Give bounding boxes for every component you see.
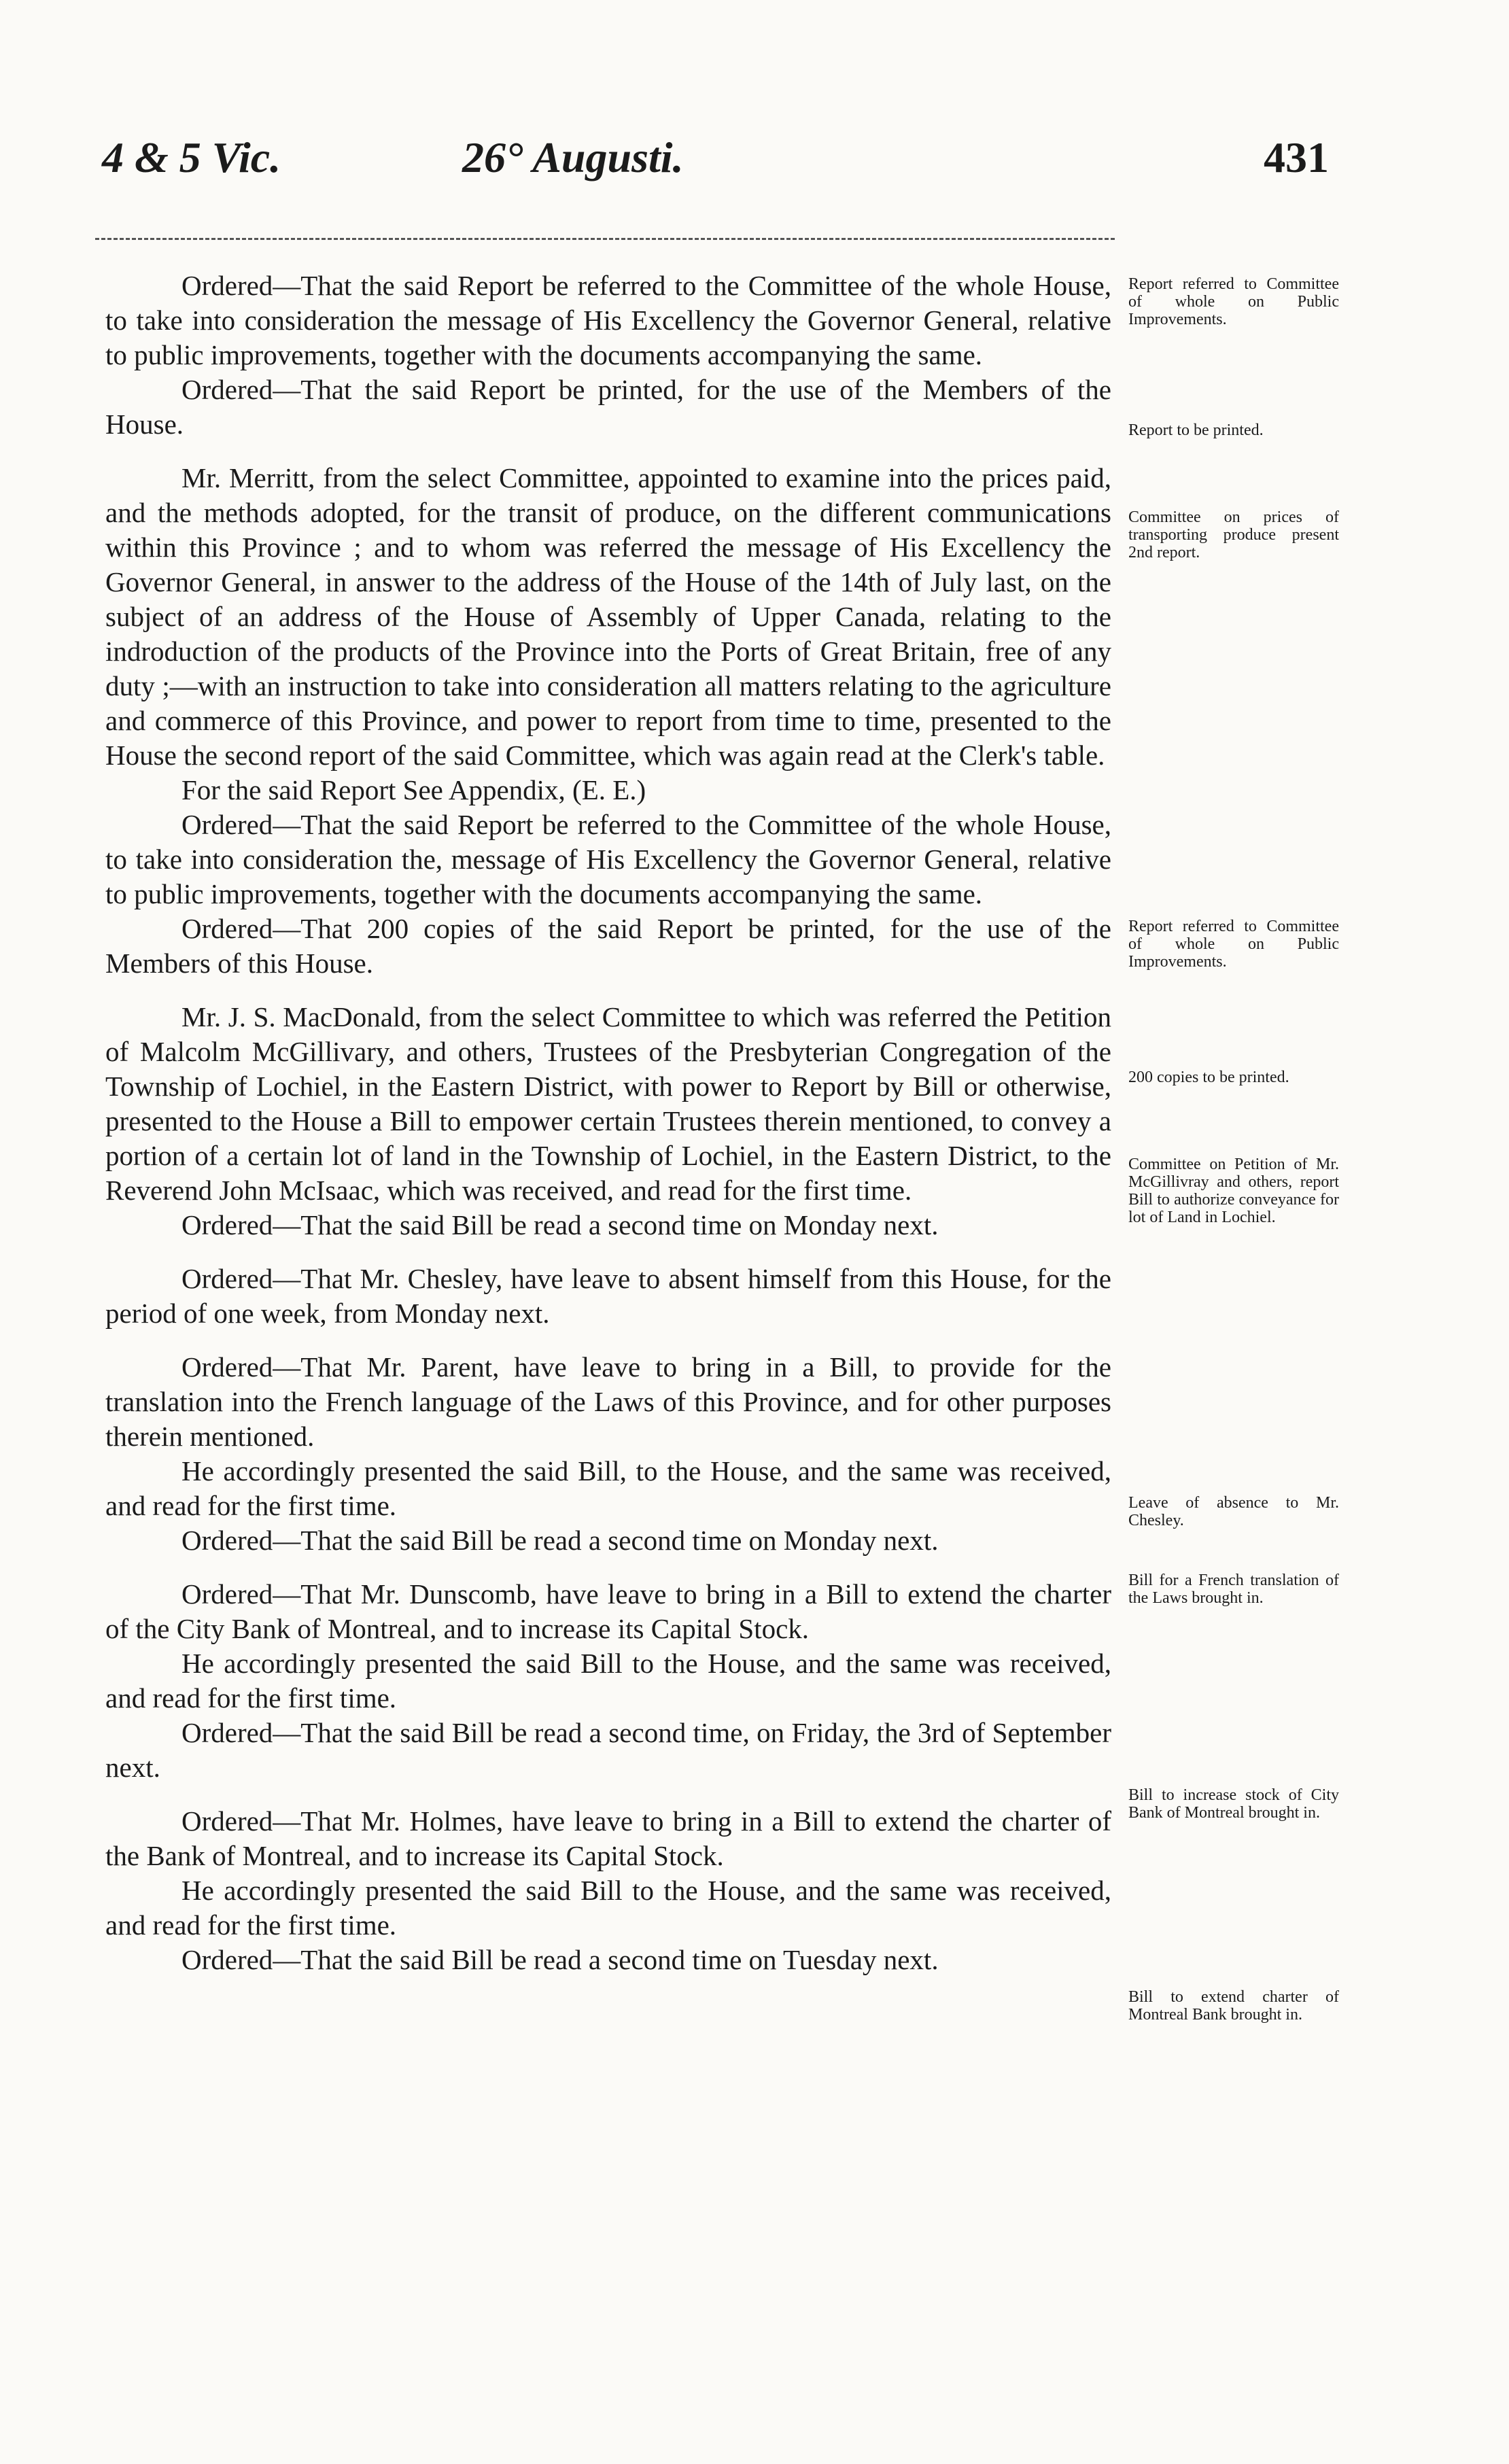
body-text — [105, 268, 1111, 1977]
paragraph: Ordered—That Mr. Dunscomb, have leave to bring in a Bill to extend the charter of the City Bank of Montreal, and to increase its Capital Stock. — [105, 1578, 1111, 1644]
header-rule — [95, 238, 1115, 240]
margin-note: Committee on Petition of Mr. McGillivray and others, report Bill to authorize conveyance for lot of Land in Lochiel. — [1128, 1156, 1339, 1226]
margin-note: Leave of absence to Mr. Chesley. — [1128, 1494, 1339, 1529]
paragraph: Ordered—That Mr. Holmes, have leave to bring in a Bill to extend the charter of the Bank of Montreal, and to increase its Capital Stock. — [105, 1805, 1111, 1871]
margin-note: Report to be printed. — [1128, 421, 1264, 439]
paragraph: Ordered—That the said Report be referred to the Committee of the whole House, to take into consideration the, message of His Excellency the Governor General, relative to public improvements, together with the documents accompanying the same. — [105, 809, 1111, 909]
margin-note: Bill for a French translation of the Laws brought in. — [1128, 1572, 1339, 1607]
paragraph: Ordered—That the said Bill be read a second time, on Friday, the 3rd of September next. — [105, 1717, 1111, 1783]
margin-note: Bill to increase stock of City Bank of Montreal brought in. — [1128, 1786, 1339, 1822]
paragraph: Ordered—That Mr. Parent, have leave to bring in a Bill, to provide for the translation into the French language of the Laws of this Province, and for other purposes therein mentioned. — [105, 1351, 1111, 1452]
margin-note: Report referred to Committee of whole on Public Improvements. — [1128, 918, 1339, 971]
margin-note: 200 copies to be printed. — [1128, 1069, 1289, 1086]
paragraph: Ordered—That the said Bill be read a second time on Monday next. — [181, 1525, 939, 1556]
margin-note: Committee on prices of transporting produce present 2nd report. — [1128, 508, 1339, 561]
paragraph: He accordingly presented the said Bill to the House, and the same was received, and read for the first time. — [105, 1875, 1111, 1941]
date-label: 26° Augusti. — [462, 133, 684, 181]
paragraph: Ordered—That Mr. Chesley, have leave to absent himself from this House, for the period of one week, from Monday next. — [105, 1263, 1111, 1329]
paragraph: Ordered—That the said Report be printed, for the use of the Members of the House. — [105, 374, 1111, 440]
page-number: 431 — [1264, 133, 1329, 181]
paragraph: Ordered—That the said Bill be read a second time on Tuesday next. — [181, 1944, 939, 1975]
margin-note: Bill to extend charter of Montreal Bank brought in. — [1128, 1988, 1339, 2024]
paragraph: Ordered—That the said Report be referred to the Committee of the whole House, to take into consideration the message of His Excellency the Governor General, relative to public improvements, together with the documents accompanying the same. — [105, 270, 1111, 370]
paragraph: Mr. Merritt, from the select Committee, appointed to examine into the prices paid, and the methods adopted, for the transit of produce, on the different communications within this Province ; and to whom was referred the message of His Excellency the Governor General, in answer to the address of the House of the 14th of July last, on the subject of an address of the House of Assembly of Upper Canada, relating to the indroduction of the products of the Province into the Ports of Great Britain, free of any duty ;—with an instruction to take into consideration all matters relating to the agriculture and commerce of this Province, and power to report from time to time, presented to the House the second report of the said Committee, which was again read at the Clerk's table. — [105, 462, 1111, 771]
page-header — [102, 133, 1329, 201]
paragraph: Ordered—That the said Bill be read a second time on Monday next. — [181, 1209, 939, 1240]
paragraph: Mr. J. S. MacDonald, from the select Committee to which was referred the Petition of Malcolm McGillivary, and others, Trustees of the Presbyterian Congregation of the Township of Lochiel, in the Eastern District, with power to Report by Bill or otherwise, presented to the House a Bill to empower certain Trustees therein mentioned, to convey a portion of a certain lot of land in the Township of Lochiel, in the Eastern District, to the Reverend John McIsaac, which was received, and read for the first time. — [105, 1001, 1111, 1206]
paragraph: Ordered—That 200 copies of the said Report be printed, for the use of the Members of this House. — [105, 913, 1111, 979]
paragraph: For the said Report See Appendix, (E. E.) — [181, 774, 646, 805]
paragraph: He accordingly presented the said Bill, to the House, and the same was received, and read for the first time. — [105, 1455, 1111, 1521]
paragraph: He accordingly presented the said Bill to the House, and the same was received, and read for the first time. — [105, 1648, 1111, 1714]
margin-note: Report referred to Committee of whole on Public Improvements. — [1128, 275, 1339, 328]
session-label: 4 & 5 Vic. — [102, 133, 281, 181]
